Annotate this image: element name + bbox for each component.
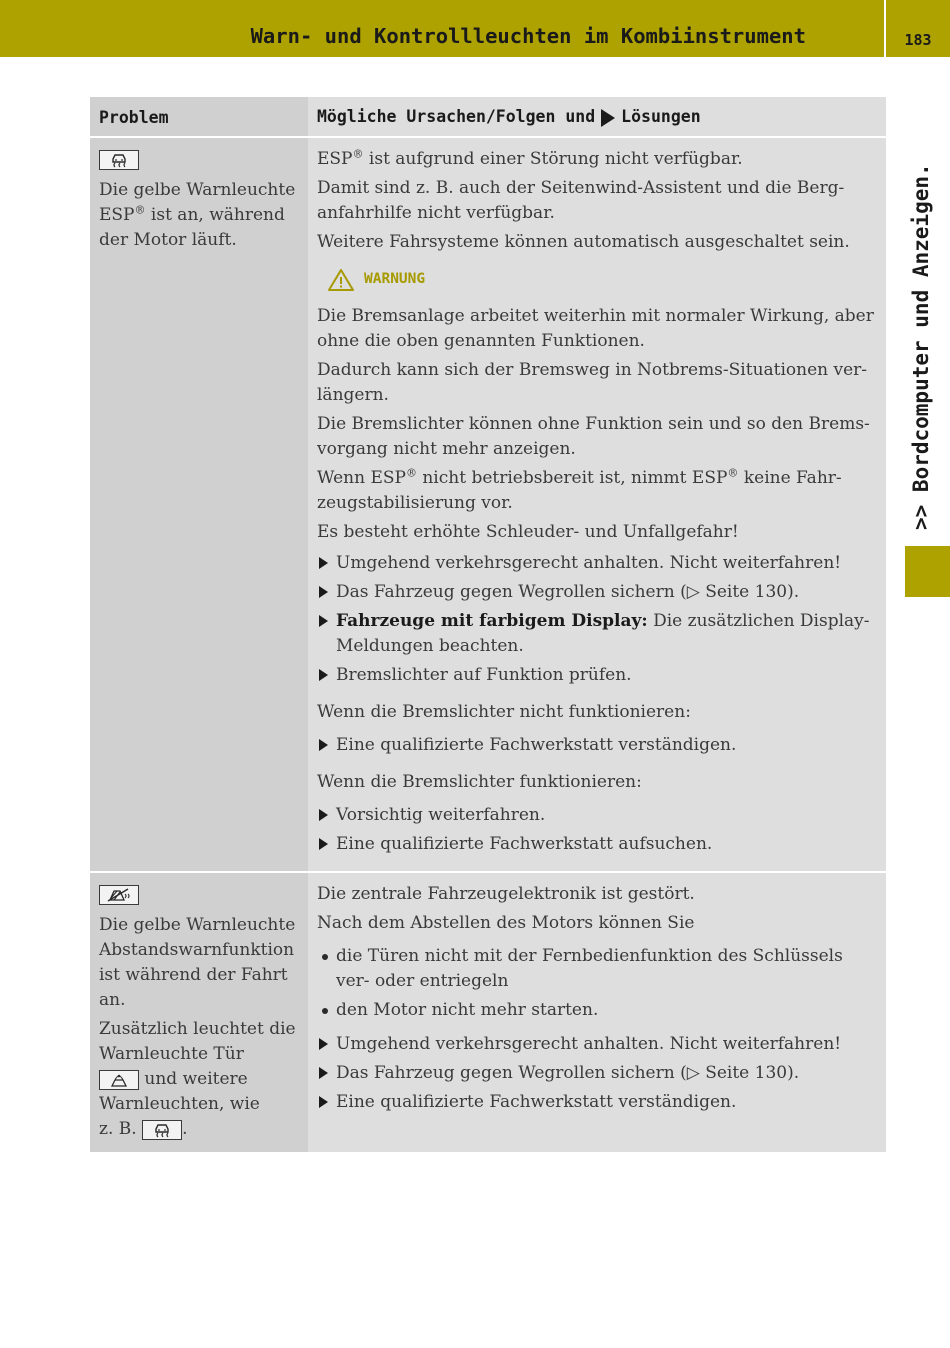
solutions-cell xyxy=(308,872,886,1153)
warning-label: WARNUNG xyxy=(364,271,426,287)
page-title: Warn- und Kontrollleuchten im Kombiinstrument xyxy=(250,24,806,48)
action-list xyxy=(317,1032,877,1115)
action-list xyxy=(317,551,877,688)
action-item: Umgehend verkehrsgerecht anhalten. Nicht weiterfahren! xyxy=(317,1032,877,1057)
column-header-causes: Mögliche Ursachen/Folgen und xyxy=(317,107,596,127)
column-header-solutions-label: Lösungen xyxy=(621,107,701,127)
condition-text: Wenn die Bremslichter nicht funktionieren: xyxy=(317,702,691,722)
column-header-problem: Problem xyxy=(90,97,308,137)
warning-text: Die Bremslichter können ohne Funktion sein und so den Brems-vorgang nicht mehr anzeigen. xyxy=(317,414,870,459)
problem-cell xyxy=(90,137,308,872)
section-tab-marker xyxy=(905,546,950,597)
door-warning-icon xyxy=(99,1070,139,1090)
action-list xyxy=(317,803,877,857)
action-item: Vorsichtig weiterfahren. xyxy=(317,803,877,828)
table-header-row xyxy=(90,97,886,137)
warning-text: Die Bremsanlage arbeitet weiterhin mit normaler Wirkung, aber ohne die oben genannten Funktionen. xyxy=(317,306,874,351)
action-item: Das Fahrzeug gegen Wegrollen sichern (▷ Seite 130). xyxy=(317,1061,877,1086)
table-row xyxy=(90,872,886,1153)
action-item: Eine qualifizierte Fachwerkstatt aufsuchen. xyxy=(317,832,877,857)
action-item: Eine qualifizierte Fachwerkstatt verständigen. xyxy=(317,1090,877,1115)
cause-text: Nach dem Abstellen des Motors können Sie xyxy=(317,913,695,933)
action-arrow-icon xyxy=(601,109,615,127)
bullet-item: den Motor nicht mehr starten. xyxy=(317,998,877,1023)
page-number-box xyxy=(886,0,950,57)
warning-triangle-icon xyxy=(327,268,355,292)
registered-mark: ® xyxy=(134,203,146,217)
warning-text: Dadurch kann sich der Bremsweg in Notbrems-Situationen ver-längern. xyxy=(317,360,868,405)
bullet-item: die Türen nicht mit der Fernbedienfunktion des Schlüssels ver- oder entriegeln xyxy=(317,944,877,994)
action-item: Bremslichter auf Funktion prüfen. xyxy=(317,663,877,688)
warning-lights-table xyxy=(90,97,886,1154)
table-row xyxy=(90,137,886,872)
condition-text: Wenn die Bremslichter funktionieren: xyxy=(317,772,642,792)
cause-text: ESP® ist aufgrund einer Störung nicht verfügbar. xyxy=(317,147,743,169)
cause-text: Weitere Fahrsysteme können automatisch ausgeschaltet sein. xyxy=(317,232,850,252)
esp-warning-icon xyxy=(99,150,139,170)
action-list xyxy=(317,733,877,758)
bullet-list xyxy=(317,944,877,1023)
problem-line: ESP xyxy=(99,205,135,225)
warning-heading xyxy=(327,267,877,292)
problem-line: ist an, während xyxy=(150,205,285,225)
esp-warning-icon xyxy=(142,1120,182,1140)
problem-text: Die gelbe Warnleuchte Abstandswarnfunktion ist während der Fahrt an. xyxy=(99,915,296,1010)
column-header-solutions xyxy=(308,97,886,137)
cause-text: Damit sind z. B. auch der Seitenwind-Assistent und die Berg-anfahrhilfe nicht verfügbar. xyxy=(317,178,845,223)
action-item: Eine qualifizierte Fachwerkstatt verständigen. xyxy=(317,733,877,758)
section-side-label: >> Bordcomputer und Anzeigen. xyxy=(909,163,933,530)
problem-line: der Motor läuft. xyxy=(99,230,237,250)
problem-text xyxy=(99,178,299,253)
action-item: Fahrzeuge mit farbigem Display: Die zusätzlichen Display-Meldungen beachten. xyxy=(317,609,877,659)
warning-text: Wenn ESP® nicht betriebsbereit ist, nimmt ESP® keine Fahr-zeugstabilisierung vor. xyxy=(317,466,842,513)
solutions-cell xyxy=(308,137,886,872)
distance-warning-icon xyxy=(99,885,139,905)
problem-line: Die gelbe Warnleuchte xyxy=(99,180,296,200)
warning-text: Es besteht erhöhte Schleuder- und Unfallgefahr! xyxy=(317,522,739,542)
action-item: Das Fahrzeug gegen Wegrollen sichern (▷ Seite 130). xyxy=(317,580,877,605)
cause-text: Die zentrale Fahrzeugelektronik ist gestört. xyxy=(317,884,695,904)
problem-cell xyxy=(90,872,308,1153)
problem-text: Zusätzlich leuchtet die Warnleuchte Tür und weitere Warnleuchten, wie z. B. . xyxy=(99,1019,296,1139)
page-number: 183 xyxy=(904,31,932,49)
header-bar xyxy=(0,0,884,57)
action-item: Umgehend verkehrsgerecht anhalten. Nicht weiterfahren! xyxy=(317,551,877,576)
